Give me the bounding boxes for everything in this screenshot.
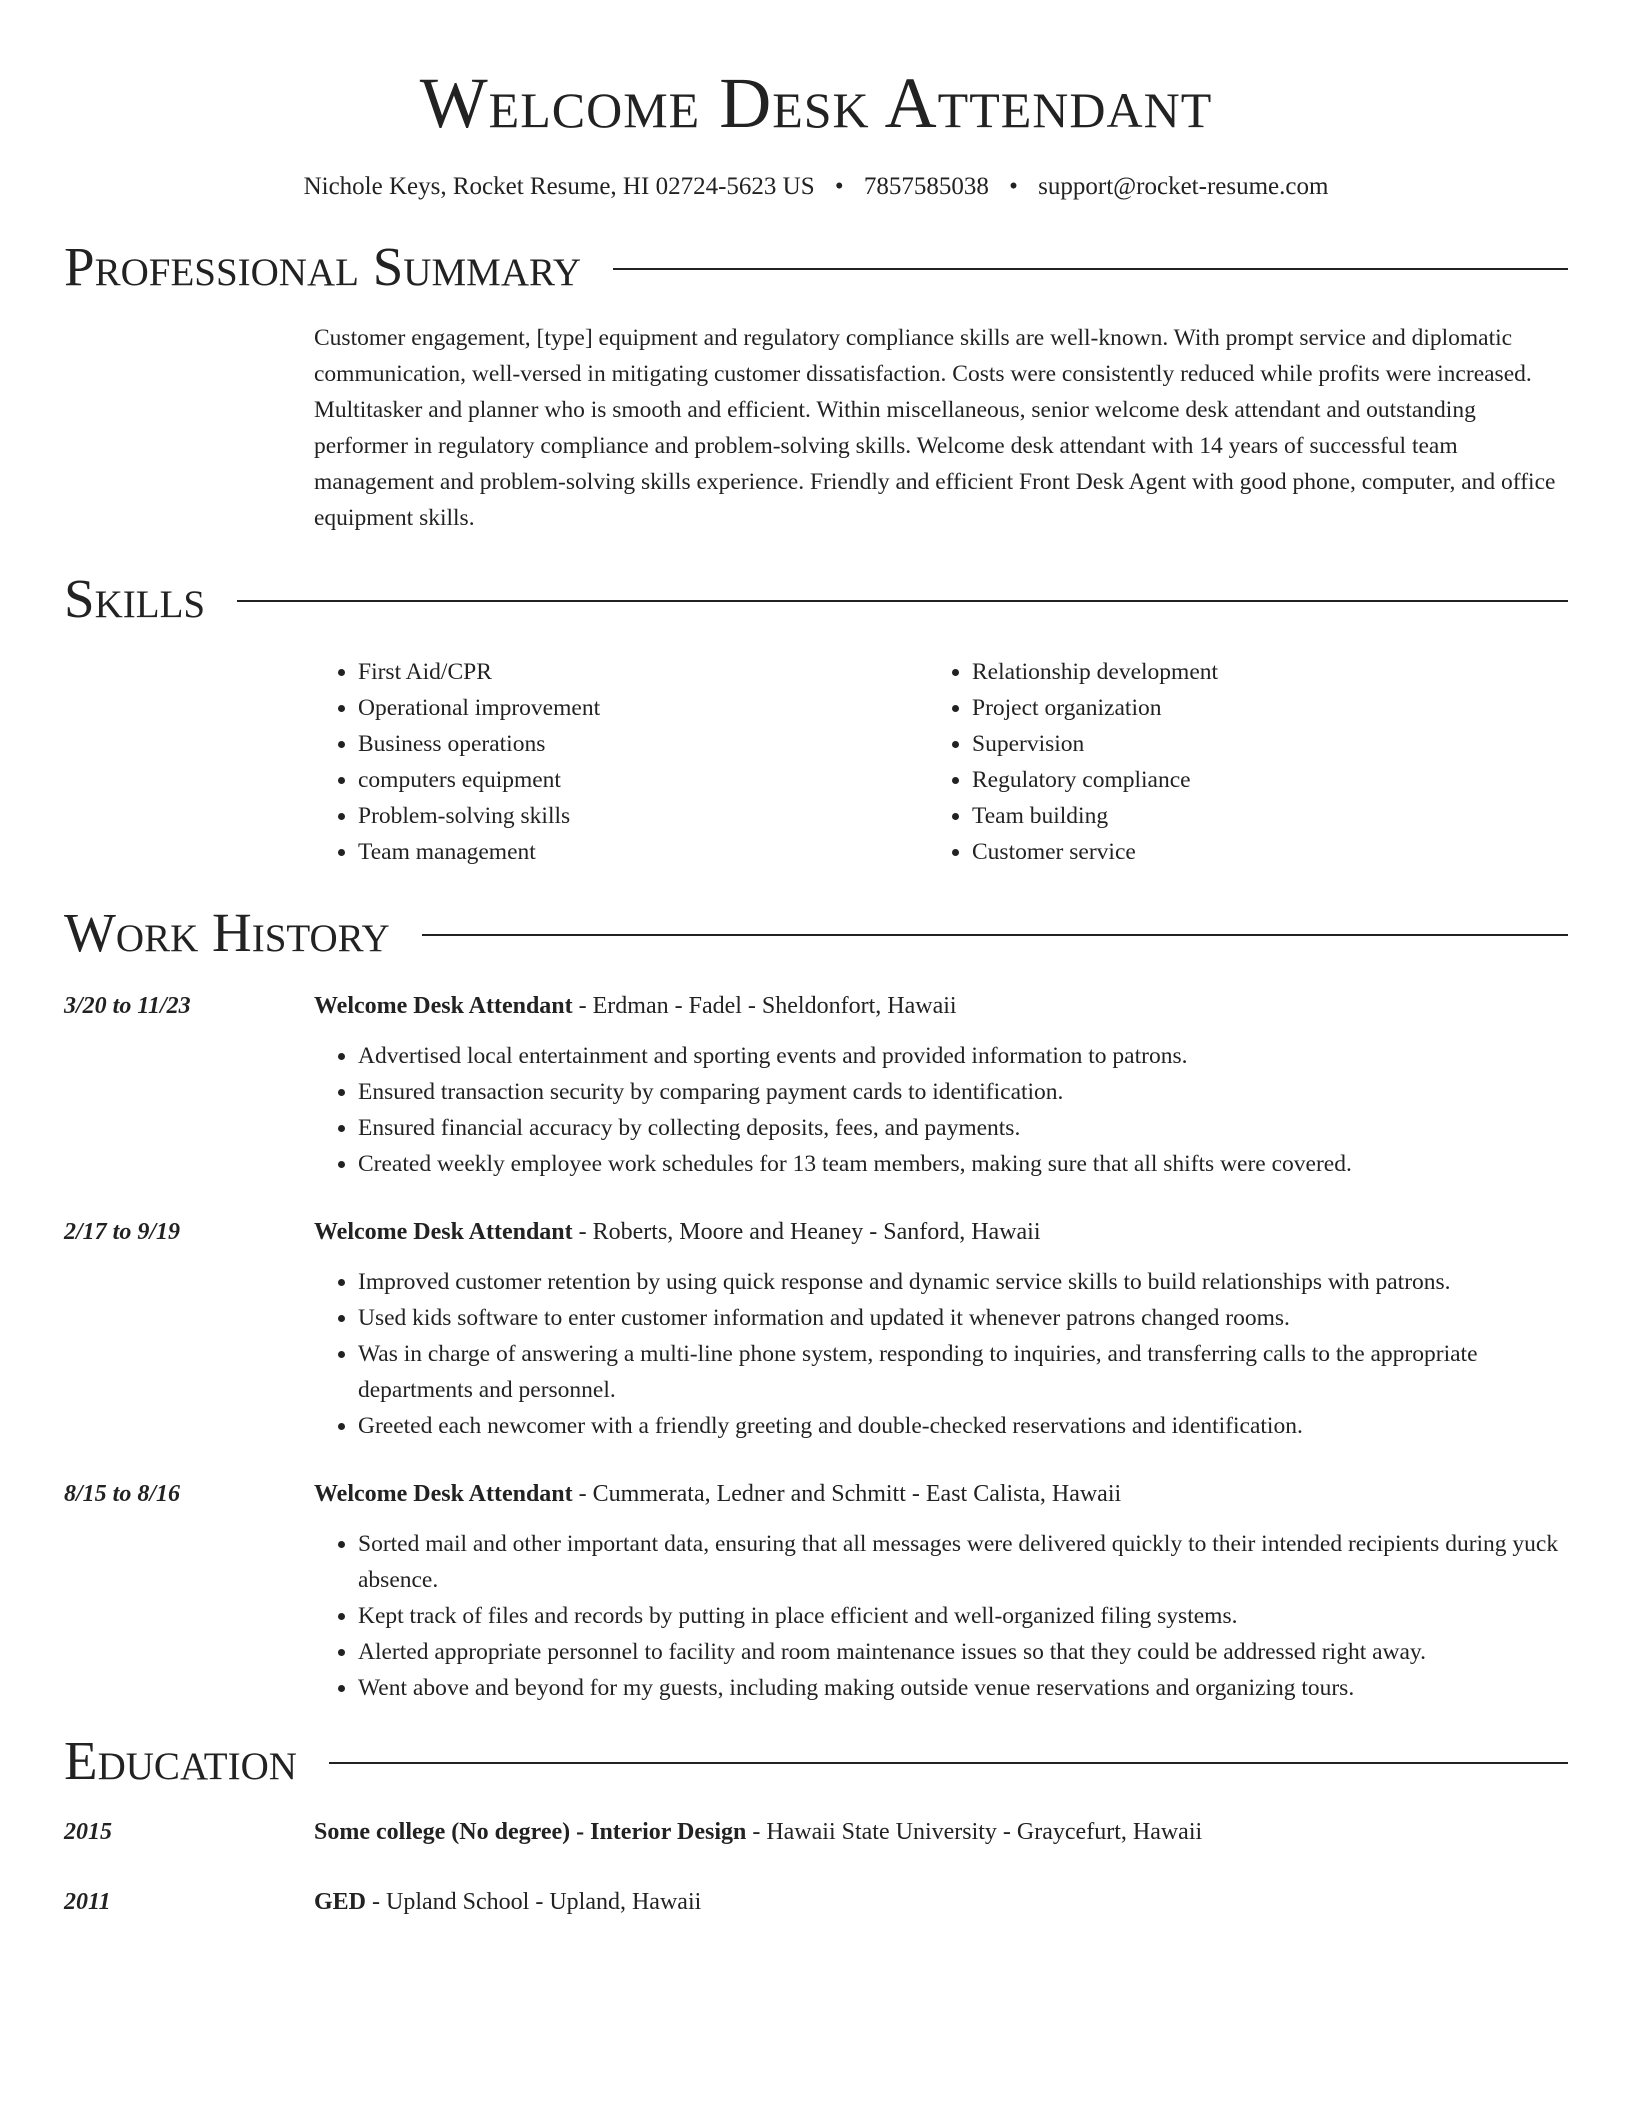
skill-item: • Problem-solving skills [358,798,928,834]
skill-item: • Team management [358,834,928,870]
skill-item: • Regulatory compliance [972,762,1542,798]
education-section-header [64,1728,1568,1794]
skill-item: • Team building [972,798,1542,834]
job-role: Welcome Desk Attendant [314,1481,573,1507]
job-bullets [314,1264,1568,1444]
job-dates: 2/17 to 9/19 [64,1219,181,1245]
job-employer: - Cummerata, Ledner and Schmitt - East Calista, Hawaii [572,1481,1122,1507]
job-employer: - Erdman - Fadel - Sheldonfort, Hawaii [572,993,957,1019]
summary-heading: Professional Summary [64,236,582,297]
job-bullet: • Greeted each newcomer with a friendly greeting and double-checked reservations and identification. [358,1408,1568,1444]
section-divider [422,934,1568,936]
job-entry [64,1476,1568,1706]
job-body [314,988,1568,1182]
job-bullet: • Ensured transaction security by comparing payment cards to identification. [358,1074,1568,1110]
skills-list [314,654,1568,870]
job-role: Welcome Desk Attendant [314,993,573,1019]
job-dates: 3/20 to 11/23 [64,993,191,1019]
education-school: - Hawaii State University - Graycefurt, Hawaii [746,1819,1203,1845]
skill-item: • First Aid/CPR [358,654,928,690]
summary-section-header [64,234,1568,300]
job-bullet: • Sorted mail and other important data, ensuring that all messages were delivered quickly to their intended recipients during yuck absence. [358,1526,1568,1598]
education-year: 2011 [64,1889,111,1915]
job-bullets [314,1038,1568,1182]
education-degree: GED [314,1889,367,1915]
job-body [314,1476,1568,1706]
skill-item: • Customer service [972,834,1542,870]
section-divider [237,600,1568,602]
skills-left-column [314,654,928,870]
job-bullet: • Ensured financial accuracy by collecting deposits, fees, and payments. [358,1110,1568,1146]
summary-text: Customer engagement, [type] equipment and regulatory compliance skills are well-known. With prompt service and diplomatic communication, well-versed in mitigating customer dissatisfaction. Costs were consistently reduced while profits were increased. Multitasker and planner who is smooth and efficient. Within miscellaneous, senior welcome desk attendant and outstanding performer in regulatory compliance and problem-solving skills. Welcome desk attendant with 14 years of successful team management and problem-solving skills experience. Friendly and efficient Front Desk Agent with good phone, computer, and office equipment skills. [314,325,1556,531]
job-bullet: • Improved customer retention by using quick response and dynamic service skills to build relationships with patrons. [358,1264,1568,1300]
job-bullet: • Advertised local entertainment and sporting events and provided information to patrons. [358,1038,1568,1074]
skills-right-column [928,654,1542,870]
job-bullet: • Alerted appropriate personnel to facility and room maintenance issues so that they could be addressed right away. [358,1634,1568,1670]
education-entry [64,1814,1568,1850]
job-body [314,1214,1568,1444]
skill-item: • Business operations [358,726,928,762]
skill-item: • Project organization [972,690,1542,726]
contact-address: Nichole Keys, Rocket Resume, HI 02724-5623 US [303,173,815,200]
job-entry [64,988,1568,1182]
skills-heading: Skills [64,568,206,629]
contact-phone: 7857585038 [863,173,989,200]
job-role: Welcome Desk Attendant [314,1219,573,1245]
education-body [314,1884,1568,1920]
education-heading: Education [64,1730,297,1791]
work-heading: Work History [64,902,390,963]
job-bullet: • Went above and beyond for my guests, including making outside venue reservations and organizing tours. [358,1670,1568,1706]
education-body [314,1814,1568,1850]
education-year: 2015 [64,1819,112,1845]
skill-item: • computers equipment [358,762,928,798]
job-bullet: • Kept track of files and records by putting in place efficient and well-organized filing systems. [358,1598,1568,1634]
contact-line [64,170,1568,204]
education-entry [64,1884,1568,1920]
job-bullets [314,1526,1568,1706]
job-entry [64,1214,1568,1444]
contact-separator: • [834,173,844,200]
contact-separator: • [1009,173,1018,200]
job-employer: - Roberts, Moore and Heaney - Sanford, Hawaii [572,1219,1041,1245]
section-divider [329,1762,1568,1764]
resume-title: Welcome Desk Attendant [419,63,1213,143]
contact-email: support@rocket-resume.com [1038,173,1329,200]
education-degree: Some college (No degree) - Interior Design [314,1819,747,1845]
job-dates: 8/15 to 8/16 [64,1481,181,1507]
job-bullet: • Created weekly employee work schedules for 13 team members, making sure that all shifts were covered. [358,1146,1568,1182]
job-bullet: • Was in charge of answering a multi-line phone system, responding to inquiries, and transferring calls to the appropriate departments and personnel. [358,1336,1568,1408]
skill-item: • Relationship development [972,654,1542,690]
skill-item: • Supervision [972,726,1542,762]
section-divider [613,268,1568,270]
skill-item: • Operational improvement [358,690,928,726]
education-school: - Upland School - Upland, Hawaii [366,1889,702,1915]
work-section-header [64,900,1568,966]
skills-section-header [64,566,1568,632]
job-bullet: • Used kids software to enter customer information and updated it whenever patrons changed rooms. [358,1300,1568,1336]
